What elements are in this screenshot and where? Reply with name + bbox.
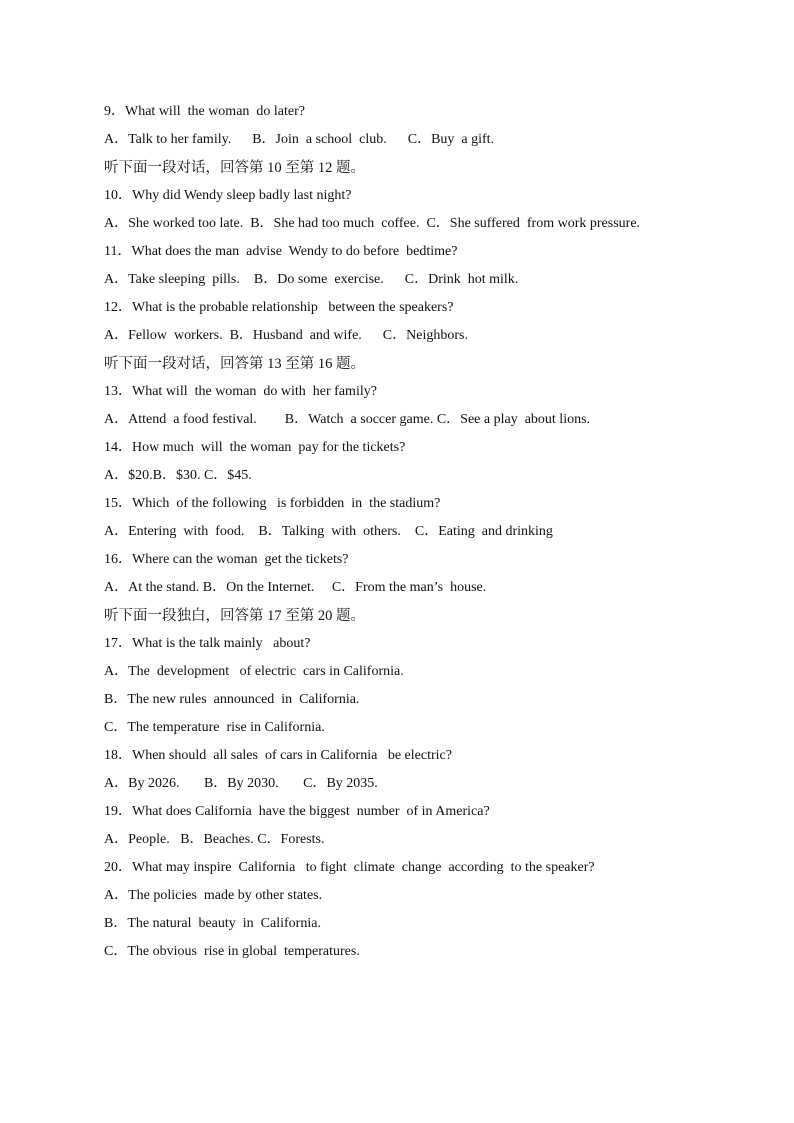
option-20-a: A．The policies made by other states. xyxy=(104,888,323,903)
options-9: A．Talk to her family. B．Join a school club. C．Buy a gift. xyxy=(104,132,495,147)
section-heading-17-20: 听下面一段独白，回答第 17 至第 20 题。 xyxy=(104,608,365,624)
question-9: 9．What will the woman do later? xyxy=(104,104,305,119)
section-heading-10-12: 听下面一段对话，回答第 10 至第 12 题。 xyxy=(104,160,365,176)
document-page xyxy=(104,98,764,966)
options-19: A．People. B．Beaches. C．Forests. xyxy=(104,832,325,847)
options-13: A．Attend a food festival. B．Watch a soccer game. C．See a play about lions. xyxy=(104,412,591,427)
option-17-b: B．The new rules announced in California. xyxy=(104,692,360,707)
question-18: 18．When should all sales of cars in California be electric? xyxy=(104,748,452,763)
options-12: A．Fellow workers. B．Husband and wife. C．Neighbors. xyxy=(104,328,468,343)
question-20: 20．What may inspire California to fight climate change according to the speaker? xyxy=(104,860,595,875)
question-13: 13．What will the woman do with her family? xyxy=(104,384,377,399)
options-15: A．Entering with food. B．Talking with others. C．Eating and drinking xyxy=(104,524,553,539)
question-15: 15．Which of the following is forbidden in the stadium? xyxy=(104,496,441,511)
option-17-a: A．The development of electric cars in California. xyxy=(104,664,404,679)
option-20-b: B．The natural beauty in California. xyxy=(104,916,321,931)
options-11: A．Take sleeping pills. B．Do some exercise. C．Drink hot milk. xyxy=(104,272,519,287)
option-17-c: C．The temperature rise in California. xyxy=(104,720,325,735)
options-18: A．By 2026. B．By 2030. C．By 2035. xyxy=(104,776,378,791)
question-16: 16．Where can the woman get the tickets? xyxy=(104,552,349,567)
options-14: A．$20.B．$30. C．$45. xyxy=(104,468,252,483)
section-heading-13-16: 听下面一段对话，回答第 13 至第 16 题。 xyxy=(104,356,365,372)
question-17: 17．What is the talk mainly about? xyxy=(104,636,311,651)
options-10: A．She worked too late. B．She had too much coffee. C．She suffered from work pressure. xyxy=(104,216,641,231)
question-11: 11．What does the man advise Wendy to do before bedtime? xyxy=(104,244,458,259)
option-20-c: C．The obvious rise in global temperatures. xyxy=(104,944,360,959)
question-12: 12．What is the probable relationship between the speakers? xyxy=(104,300,454,315)
question-14: 14．How much will the woman pay for the tickets? xyxy=(104,440,406,455)
options-16: A．At the stand. B．On the Internet. C．From the man’s house. xyxy=(104,580,487,595)
question-10: 10．Why did Wendy sleep badly last night? xyxy=(104,188,352,203)
question-19: 19．What does California have the biggest number of in America? xyxy=(104,804,490,819)
